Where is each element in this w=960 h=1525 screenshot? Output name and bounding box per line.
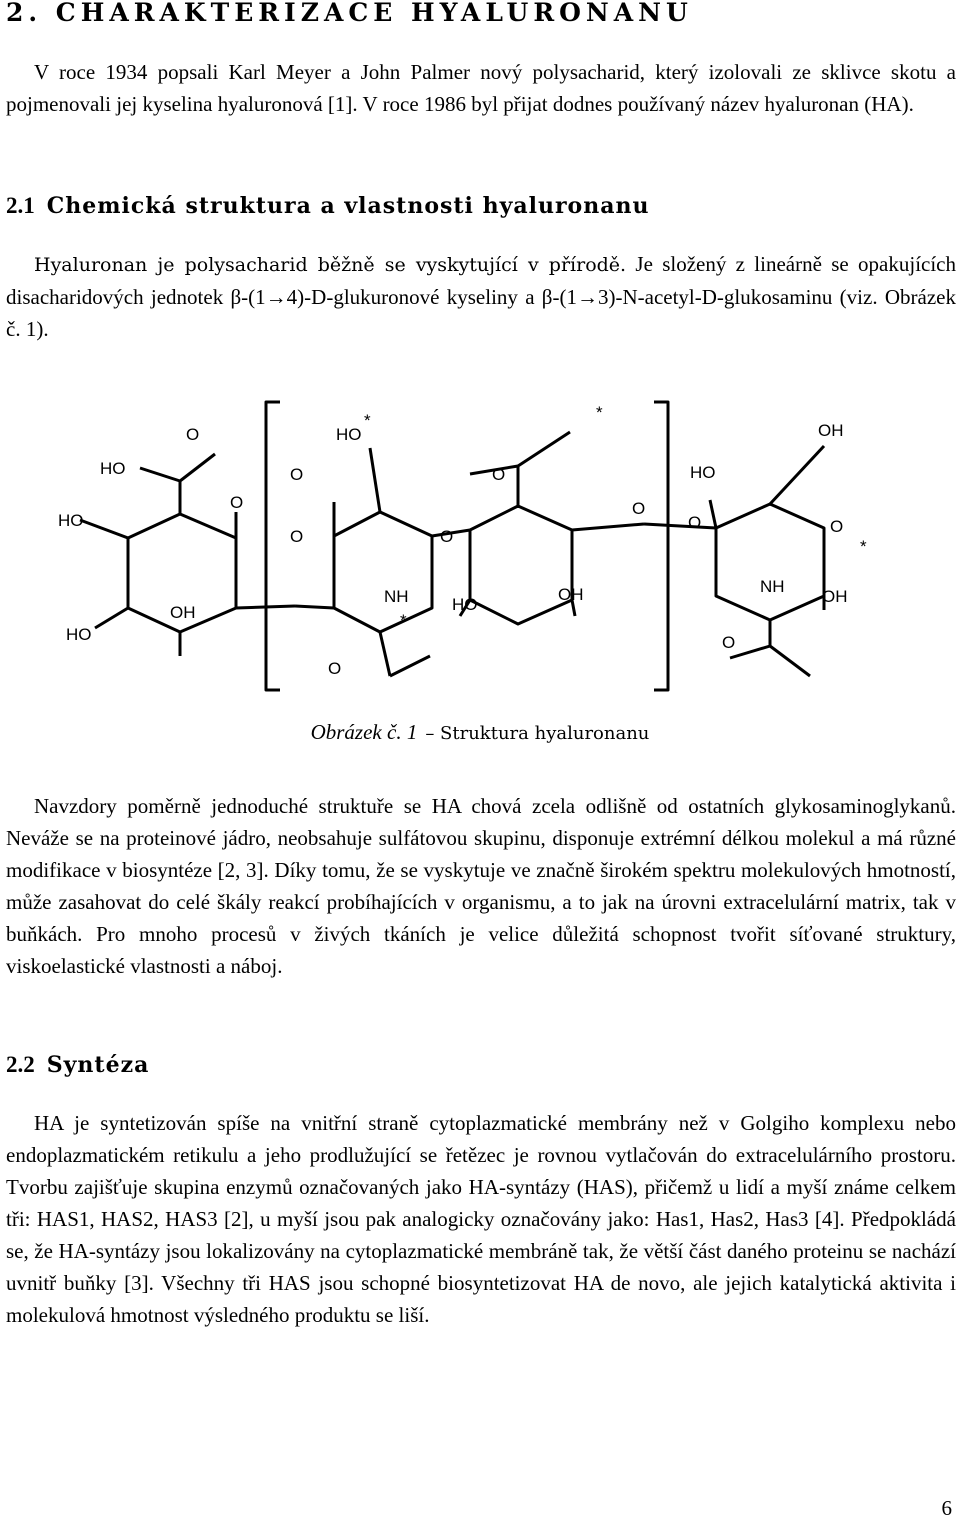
figure-caption bbox=[0, 720, 960, 745]
atom-label: OH bbox=[818, 421, 844, 440]
asterisk-label: * bbox=[596, 403, 603, 422]
atom-label: O bbox=[632, 499, 646, 518]
atom-label: NH bbox=[760, 577, 785, 596]
asterisk-label: * bbox=[860, 537, 867, 556]
section-number: 2.2 bbox=[6, 1052, 35, 1077]
atom-label: OH bbox=[558, 585, 584, 604]
atom-label: O bbox=[722, 633, 736, 652]
atom-label: HO bbox=[452, 595, 478, 614]
atom-label: HO bbox=[58, 511, 84, 530]
synthesis-text: HA je syntetizován spíše na vnitřní straně cytoplazmatické membrány než v Golgiho komplexu nebo endoplazmatickém retikulu a jeho prodlužující se řetězec je rovnou vytlačován do extracelulárního prostoru. Tvorbu zajišťuje skupina enzymů označovaných jako HA-syntázy (HAS), přičemž u lidí a myší známe celkem tři: HAS1, HAS2, HAS3 [2], u myší jsou pak analogicky označovány jako: Has1, Has2, Has3 [4]. Předpokládá se, že HA-syntázy jsou lokalizovány na cytoplazmatické membráně tak, že větší část daného proteinu se nachází uvnitř buňky [3]. Všechny tři HAS jsou schopné biosyntetizovat HA de novo, ale jejich katalytická aktivita i molekulová hmotnost výsledného produktu se liší. bbox=[6, 1111, 956, 1327]
atom-label: O bbox=[186, 425, 200, 444]
hyaluronan-structure-figure bbox=[40, 396, 920, 696]
caption-label: Obrázek č. 1 bbox=[310, 720, 418, 744]
properties-paragraph bbox=[6, 790, 956, 982]
atom-label: O bbox=[688, 513, 702, 532]
synthesis-paragraph bbox=[6, 1107, 956, 1331]
atom-label: O bbox=[492, 465, 506, 484]
section-heading-2-2 bbox=[6, 1052, 149, 1078]
atom-label: HO bbox=[690, 463, 716, 482]
section-number: 2.1 bbox=[6, 193, 35, 218]
atom-label: O bbox=[830, 517, 844, 536]
intro-paragraph bbox=[6, 56, 956, 120]
section-title: Chemická struktura a vlastnosti hyaluronanu bbox=[46, 193, 650, 219]
ring-2 bbox=[334, 512, 432, 632]
chapter-heading: 2. CHARAKTERIZACE HYALURONANU bbox=[6, 0, 693, 27]
ring-4 bbox=[716, 504, 824, 620]
properties-text: Navzdory poměrně jednoduché struktuře se HA chová zcela odlišně od ostatních glykosaminoglykanů. Neváže se na proteinové jádro, neobsahuje sulfátovou skupinu, disponuje extrémní délkou molekul a má různé modifikace v biosyntéze [2, 3]. Díky tomu, že se vyskytuje ve značně širokém spektru molekulových hmotností, může zasahovat do celé škály reakcí probíhajících v organismu, a to jak na úrovni extracelulární matrix, tak v buňkách. Pro mnoho procesů v živých tkáních je velice důležitá schopnost tvořit síťované struktury, viskoelastické vlastnosti a náboj. bbox=[6, 794, 956, 978]
atom-label: O bbox=[440, 527, 454, 546]
atom-label: HO bbox=[66, 625, 92, 644]
caption-text: – Struktura hyaluronanu bbox=[425, 723, 650, 744]
intro-text: V roce 1934 popsali Karl Meyer a John Palmer nový polysacharid, který izolovali ze sklivce skotu a pojmenovali jej kyselina hyaluronová [1]. V roce 1986 byl přijat dodnes používaný název hyaluronan (HA). bbox=[6, 60, 956, 116]
asterisk-label: * bbox=[400, 611, 407, 630]
atom-label: O bbox=[328, 659, 342, 678]
atom-label: OH bbox=[170, 603, 196, 622]
atom-label: OH bbox=[822, 587, 848, 606]
asterisk-label: * bbox=[364, 411, 371, 430]
atom-label: NH bbox=[384, 587, 409, 606]
atom-label: O bbox=[230, 493, 244, 512]
ring-3 bbox=[470, 506, 572, 624]
page-number: 6 bbox=[941, 1496, 952, 1520]
atom-label: HO bbox=[100, 459, 126, 478]
structure-lead-text: Hyaluronan je polysacharid běžně se vyskytující v přírodě. bbox=[34, 254, 627, 276]
section-title: Syntéza bbox=[46, 1052, 150, 1078]
structure-rest-text: Je složený z lineárně se opakujících disacharidových jednotek β-(1→4)-D-glukuronové kyseliny a β-(1→3)-N-acetyl-D-glukosaminu (viz. Obrázek č. 1). bbox=[6, 252, 956, 341]
atom-label: HO bbox=[336, 425, 362, 444]
section-heading-2-1 bbox=[6, 193, 649, 219]
atom-label: O bbox=[290, 527, 304, 546]
atom-label: O bbox=[290, 465, 304, 484]
structure-paragraph bbox=[6, 248, 956, 345]
